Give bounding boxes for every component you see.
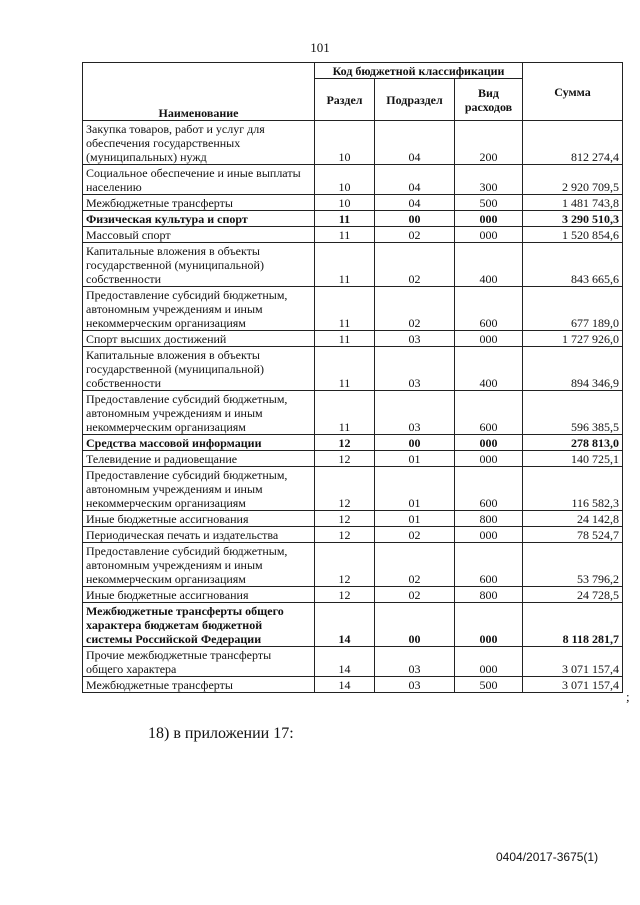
row-amount-cell: 116 582,3 xyxy=(523,467,623,511)
row-amount-cell: 3 290 510,3 xyxy=(523,211,623,227)
row-name-cell: Межбюджетные трансферты xyxy=(83,195,315,211)
row-expense-type-cell: 300 xyxy=(455,165,523,195)
row-subsection-cell: 03 xyxy=(375,331,455,347)
table-row xyxy=(83,511,623,527)
row-name-cell: Предоставление субсидий бюджетным, автономным учреждениям и иным некоммерческим организациям xyxy=(83,287,315,331)
amount-column-header: Сумма xyxy=(523,63,623,121)
row-subsection-cell: 02 xyxy=(375,587,455,603)
row-amount-cell: 1 520 854,6 xyxy=(523,227,623,243)
row-name-cell: Предоставление субсидий бюджетным, автономным учреждениям и иным некоммерческим организациям xyxy=(83,543,315,587)
row-expense-type-cell: 000 xyxy=(455,451,523,467)
row-name-cell: Капитальные вложения в объекты государственной (муниципальной) собственности xyxy=(83,243,315,287)
budget-table xyxy=(82,62,623,693)
row-expense-type-cell: 600 xyxy=(455,287,523,331)
row-expense-type-cell: 600 xyxy=(455,391,523,435)
row-section-cell: 11 xyxy=(315,391,375,435)
row-expense-type-cell: 200 xyxy=(455,121,523,165)
row-expense-type-cell: 000 xyxy=(455,331,523,347)
row-amount-cell: 1 481 743,8 xyxy=(523,195,623,211)
row-expense-type-cell: 500 xyxy=(455,195,523,211)
row-subsection-cell: 04 xyxy=(375,165,455,195)
page-number: 101 xyxy=(310,40,330,55)
trailing-semicolon: ; xyxy=(626,689,630,704)
row-name-cell: Средства массовой информации xyxy=(83,435,315,451)
row-section-cell: 10 xyxy=(315,121,375,165)
row-expense-type-cell: 800 xyxy=(455,587,523,603)
row-name-cell: Предоставление субсидий бюджетным, автономным учреждениям и иным некоммерческим организациям xyxy=(83,467,315,511)
row-amount-cell: 3 071 157,4 xyxy=(523,647,623,677)
table-row xyxy=(83,451,623,467)
row-expense-type-cell: 600 xyxy=(455,543,523,587)
row-section-cell: 12 xyxy=(315,543,375,587)
table-row xyxy=(83,195,623,211)
table-row xyxy=(83,527,623,543)
table-row xyxy=(83,211,623,227)
row-expense-type-cell: 000 xyxy=(455,527,523,543)
row-section-cell: 10 xyxy=(315,195,375,211)
row-amount-cell: 53 796,2 xyxy=(523,543,623,587)
row-subsection-cell: 01 xyxy=(375,511,455,527)
document-code: 0404/2017-3675(1) xyxy=(496,850,599,864)
row-section-cell: 12 xyxy=(315,467,375,511)
table-row xyxy=(83,647,623,677)
row-name-cell: Иные бюджетные ассигнования xyxy=(83,587,315,603)
row-section-cell: 12 xyxy=(315,451,375,467)
row-subsection-cell: 02 xyxy=(375,543,455,587)
row-amount-cell: 894 346,9 xyxy=(523,347,623,391)
row-subsection-cell: 00 xyxy=(375,435,455,451)
table-row xyxy=(83,543,623,587)
table-row xyxy=(83,227,623,243)
row-subsection-cell: 03 xyxy=(375,677,455,693)
row-name-cell: Капитальные вложения в объекты государственной (муниципальной) собственности xyxy=(83,347,315,391)
row-subsection-cell: 02 xyxy=(375,527,455,543)
row-amount-cell: 2 920 709,5 xyxy=(523,165,623,195)
row-name-cell: Периодическая печать и издательства xyxy=(83,527,315,543)
row-expense-type-cell: 000 xyxy=(455,435,523,451)
row-name-cell: Предоставление субсидий бюджетным, автономным учреждениям и иным некоммерческим организациям xyxy=(83,391,315,435)
row-name-cell: Социальное обеспечение и иные выплаты населению xyxy=(83,165,315,195)
expense-type-column-header: Вид расходов xyxy=(455,79,523,121)
code-group-header: Код бюджетной классификации xyxy=(315,63,523,79)
row-section-cell: 11 xyxy=(315,331,375,347)
row-amount-cell: 24 728,5 xyxy=(523,587,623,603)
row-expense-type-cell: 000 xyxy=(455,211,523,227)
table-body xyxy=(83,121,623,693)
row-section-cell: 11 xyxy=(315,243,375,287)
row-section-cell: 10 xyxy=(315,165,375,195)
row-subsection-cell: 04 xyxy=(375,195,455,211)
table-row xyxy=(83,587,623,603)
row-amount-cell: 843 665,6 xyxy=(523,243,623,287)
table-row xyxy=(83,331,623,347)
row-name-cell: Телевидение и радиовещание xyxy=(83,451,315,467)
table-row xyxy=(83,467,623,511)
row-name-cell: Иные бюджетные ассигнования xyxy=(83,511,315,527)
row-expense-type-cell: 500 xyxy=(455,677,523,693)
row-name-cell: Прочие межбюджетные трансферты общего характера xyxy=(83,647,315,677)
row-amount-cell: 3 071 157,4 xyxy=(523,677,623,693)
row-amount-cell: 8 118 281,7 xyxy=(523,603,623,647)
row-subsection-cell: 02 xyxy=(375,243,455,287)
row-expense-type-cell: 600 xyxy=(455,467,523,511)
table-row xyxy=(83,391,623,435)
row-name-cell: Физическая культура и спорт xyxy=(83,211,315,227)
table-row xyxy=(83,435,623,451)
row-section-cell: 14 xyxy=(315,677,375,693)
row-name-cell: Межбюджетные трансферты общего характера бюджетам бюджетной системы Российской Федерации xyxy=(83,603,315,647)
row-section-cell: 14 xyxy=(315,647,375,677)
row-amount-cell: 140 725,1 xyxy=(523,451,623,467)
table-row xyxy=(83,677,623,693)
row-amount-cell: 812 274,4 xyxy=(523,121,623,165)
subsection-column-header: Подраздел xyxy=(375,79,455,121)
row-subsection-cell: 00 xyxy=(375,211,455,227)
row-amount-cell: 278 813,0 xyxy=(523,435,623,451)
row-name-cell: Массовый спорт xyxy=(83,227,315,243)
row-section-cell: 11 xyxy=(315,211,375,227)
row-subsection-cell: 01 xyxy=(375,451,455,467)
row-section-cell: 14 xyxy=(315,603,375,647)
row-amount-cell: 1 727 926,0 xyxy=(523,331,623,347)
row-subsection-cell: 02 xyxy=(375,227,455,243)
row-subsection-cell: 02 xyxy=(375,287,455,331)
row-expense-type-cell: 800 xyxy=(455,511,523,527)
row-section-cell: 11 xyxy=(315,347,375,391)
row-expense-type-cell: 000 xyxy=(455,603,523,647)
row-subsection-cell: 03 xyxy=(375,347,455,391)
table-row xyxy=(83,603,623,647)
row-section-cell: 11 xyxy=(315,227,375,243)
row-expense-type-cell: 000 xyxy=(455,227,523,243)
section-column-header: Раздел xyxy=(315,79,375,121)
table-row xyxy=(83,165,623,195)
row-section-cell: 12 xyxy=(315,435,375,451)
row-expense-type-cell: 400 xyxy=(455,347,523,391)
row-section-cell: 12 xyxy=(315,527,375,543)
row-subsection-cell: 03 xyxy=(375,391,455,435)
row-name-cell: Межбюджетные трансферты xyxy=(83,677,315,693)
row-section-cell: 12 xyxy=(315,511,375,527)
row-subsection-cell: 01 xyxy=(375,467,455,511)
row-amount-cell: 78 524,7 xyxy=(523,527,623,543)
row-section-cell: 11 xyxy=(315,287,375,331)
name-column-header: Наименование xyxy=(83,63,315,121)
row-name-cell: Спорт высших достижений xyxy=(83,331,315,347)
row-section-cell: 12 xyxy=(315,587,375,603)
section-heading: 18) в приложении 17: xyxy=(148,725,294,742)
row-expense-type-cell: 000 xyxy=(455,647,523,677)
row-name-cell: Закупка товаров, работ и услуг для обеспечения государственных (муниципальных) нужд xyxy=(83,121,315,165)
row-amount-cell: 596 385,5 xyxy=(523,391,623,435)
row-subsection-cell: 04 xyxy=(375,121,455,165)
table-row xyxy=(83,121,623,165)
table-row xyxy=(83,347,623,391)
table-row xyxy=(83,243,623,287)
row-subsection-cell: 03 xyxy=(375,647,455,677)
row-amount-cell: 24 142,8 xyxy=(523,511,623,527)
row-expense-type-cell: 400 xyxy=(455,243,523,287)
table-row xyxy=(83,287,623,331)
row-amount-cell: 677 189,0 xyxy=(523,287,623,331)
row-subsection-cell: 00 xyxy=(375,603,455,647)
